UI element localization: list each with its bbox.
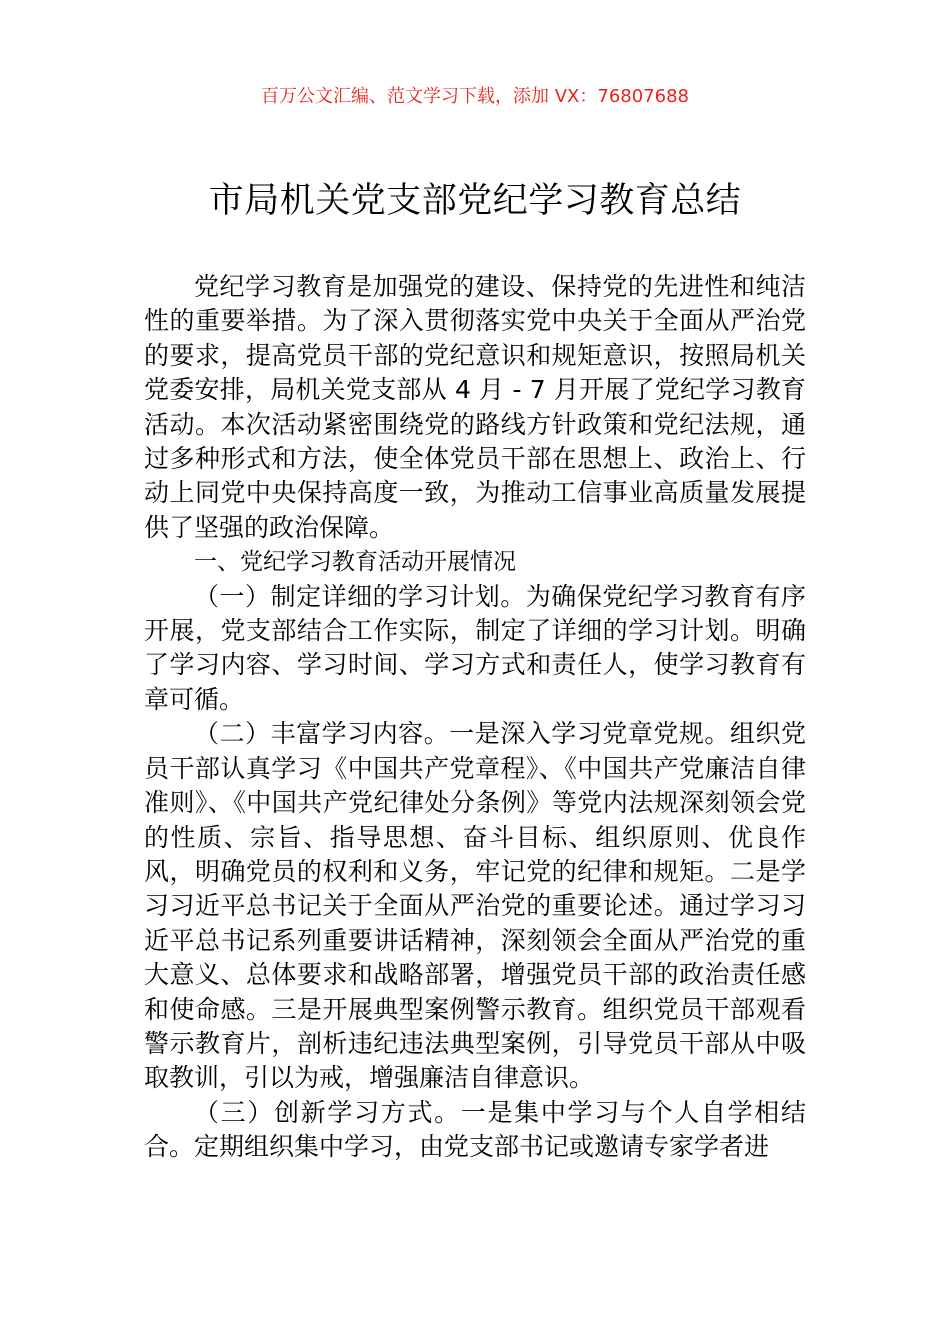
section-heading: 一、党纪学习教育活动开展情况	[194, 549, 516, 576]
header-promo-note: 百万公文汇编、范文学习下载，添加 VX：76807688	[261, 86, 689, 107]
intro-paragraph: 党纪学习教育是加强党的建设、保持党的先进性和纯洁性的重要举措。为了深入贯彻落实党中央关于全面从严治党的要求，提高党员干部的党纪意识和规矩意识，按照局机关党委安排，局机关党支部从 4 月 - 7 月开展了党纪学习教育活动。本次活动紧密围绕党的路线方针政策和党纪法规，通过多种形式和方法，使全体党员干部在思想上、政治上、行动上同党中央保持高度一致，为推动工信事业高质量发展提供了坚强的政治保障。	[144, 272, 806, 542]
paragraph-content: （二）丰富学习内容。一是深入学习党章党规。组织党员干部认真学习《中国共产党章程》、《中国共产党廉洁自律准则》、《中国共产党纪律处分条例》等党内法规深刻领会党的性质、宗旨、指导思想、奋斗目标、组织原则、优良作风，明确党员的权利和义务，牢记党的纪律和规矩。二是学习习近平总书记关于全面从严治党的重要论述。通过学习习近平总书记系列重要讲话精神，深刻领会全面从严治党的重大意义、总体要求和战略部署，增强党员干部的政治责任感和使命感。三是开展典型案例警示教育。组织党员干部观看警示教育片，剖析违纪违法典型案例，引导党员干部从中吸取教训，引以为戒，增强廉洁自律意识。	[144, 719, 806, 1093]
paragraph-methods: （三）创新学习方式。一是集中学习与个人自学相结合。定期组织集中学习，由党支部书记或邀请专家学者进	[144, 1097, 806, 1162]
document-title: 市局机关党支部党纪学习教育总结	[208, 181, 742, 221]
paragraph-plan: （一）制定详细的学习计划。为确保党纪学习教育有序开展，党支部结合工作实际，制定了详细的学习计划。明确了学习内容、学习时间、学习方式和责任人，使学习教育有章可循。	[144, 581, 806, 714]
document-body	[144, 270, 806, 1165]
